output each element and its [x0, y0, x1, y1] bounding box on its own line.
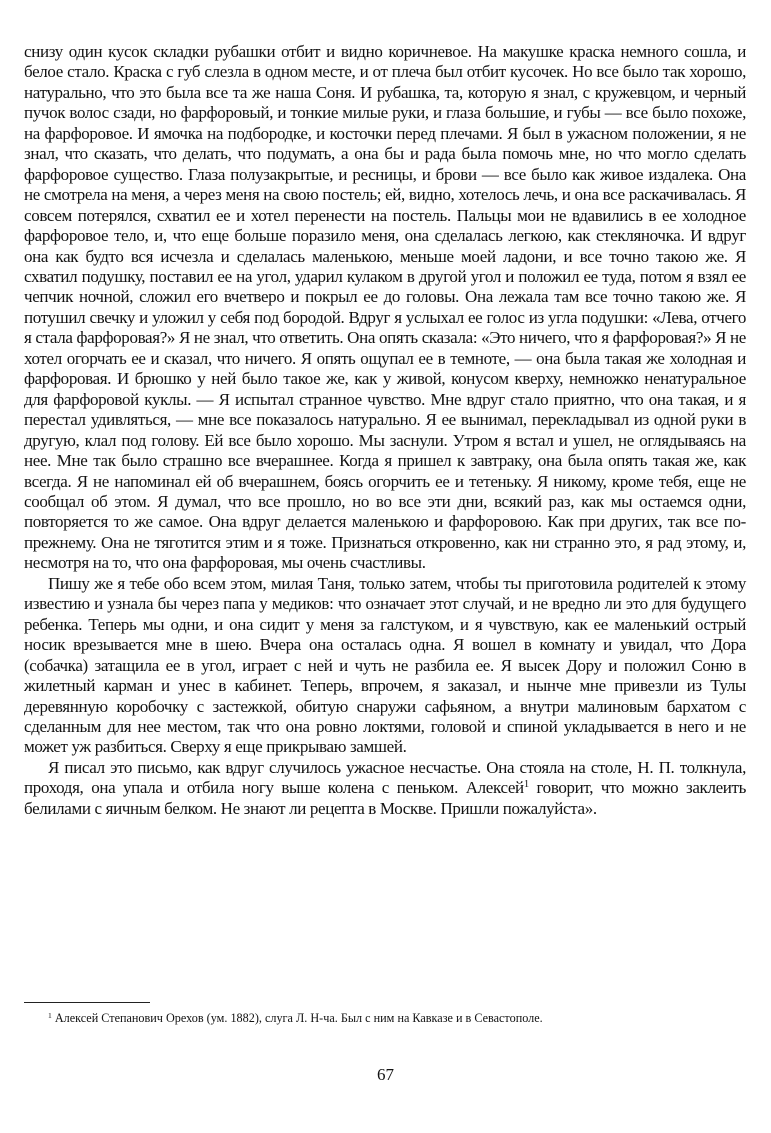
paragraph-text: говорит, что можно заклеить белилами с яичным белком. Не знают ли рецепта в Москве. Пришли пожалуйста».: [24, 778, 747, 818]
main-text: [24, 42, 746, 819]
footnote-text: Алексей Степанович Орехов (ум. 1882), слуга Л. Н-ча. Был с ним на Кавказе и в Севастополе.: [51, 1011, 543, 1025]
paragraph-with-footnote-ref: [24, 758, 746, 819]
paragraph-text: Я писал это письмо, как вдруг случилось ужасное несчастье. Она стояла на столе, Н. П. толкнула, проходя, она упала и отбила ногу выше колена с пеньком. Алексей: [24, 757, 746, 798]
page-number: 67: [377, 1065, 394, 1084]
footnote-marker: 1: [48, 1010, 52, 1020]
paragraph: снизу один кусок складки рубашки отбит и видно коричневое. На макушке краска немного сошла, и белое стало. Краска с губ слезла в одном месте, и от плеча был отбит кусочек. Но все было так хорошо, натурально, что это была все та же наша Соня. И рубашка, та, которую я знал, с кружевцом, и черный пучок волос сзади, но фарфоровый, и тонкие милые руки, и глаза большие, и губы — все было похоже, на фарфоровое. И ямочка на подбородке, и косточки перед плечами. Я был в ужасном положении, я не знал, что сказать, что делать, что подумать, а она бы и рада была помочь мне, но что могло сделать фарфоровое существо. Глаза полузакрытые, и ресницы, и брови — все было как живое издалека. Она не смотрела на меня, а через меня на свою постель; ей, видно, хотелось лечь, и она все раскачивалась. Я совсем потерялся, схватил ее и хотел перенести на постель. Пальцы мои не вдавились в ее холодное фарфоровое тело, и, что еще больше поразило меня, она сделалась легкою, как стекляночка. И вдруг она как будто вся исчезла и сделалась маленькою, меньше моей ладони, и все точно такою же. Я схватил подушку, поставил ее на угол, ударил кулаком в другой угол и положил ее туда, потом я взял ее чепчик ночной, сложил его вчетверо и покрыл ее до головы. Она лежала там все точно такою же. Я потушил свечку и уложил у себя под бородой. Вдруг я услыхал ее голос из угла подушки: «Лева, отчего я стала фарфоровая?» Я не знал, что ответить. Она опять сказала: «Это ничего, что я фарфоровая?» Я не хотел огорчать ее и сказал, что ничего. Я опять ощупал ее в темноте, — она была такая же холодная и фарфоровая. И брюшко у ней было такое же, как у живой, конусом кверху, немножко ненатуральное для фарфоровой куклы. — Я испытал странное чувство. Мне вдруг стало приятно, что она такая, и я перестал удивляться, — мне все показалось натурально. Я ее вынимал, перекладывал из одной руки в другую, клал под голову. Ей все было хорошо. Мы заснули. Утром я встал и ушел, не оглядываясь на нее. Мне так было страшно все вчерашнее. Когда я пришел к завтраку, она была опять такая же, как всегда. Я не напоминал ей об вчерашнем, боясь огорчить ее и тетеньку. Я никому, кроме тебя, еще не сообщал об этом. Я думал, что все прошло, но во все эти дни, всякий раз, как мы остаемся одни, повторяется то же самое. Она вдруг делается маленькою и фарфоровою. Как при других, так все по-прежнему. Она не тяготится этим и я тоже. Признаться откровенно, как ни странно это, я рад этому, и, несмотря на то, что она фарфоровая, мы очень счастливы.: [24, 42, 746, 573]
footnote: [24, 1010, 746, 1026]
footnote-reference: 1: [523, 779, 529, 791]
footnote-separator: [24, 1002, 150, 1003]
paragraph: Пишу же я тебе обо всем этом, милая Таня, только затем, чтобы ты приготовила родителей к этому известию и узнала бы через папа у медиков: что означает этот случай, и не вредно ли это для будущего ребенка. Теперь мы одни, и она сидит у меня за галстуком, и я чувствую, как ее маленький острый носик врезывается мне в шею. Вчера она осталась одна. Я вошел в комнату и увидал, что Дора (собачка) затащила ее в угол, играет с ней и чуть не разбила ее. Я высек Дору и положил Соню в жилетный карман и унес в кабинет. Теперь, впрочем, я заказал, и нынче мне привезли из Тулы деревянную коробочку с застежкой, обитую снаружи сафьяном, а внутри малиновым бархатом с сделанным для нее местом, так что она ровно локтями, головой и спиной укладывается в него и не может уж разбиться. Сверху я еще прикрываю замшей.: [24, 573, 746, 757]
